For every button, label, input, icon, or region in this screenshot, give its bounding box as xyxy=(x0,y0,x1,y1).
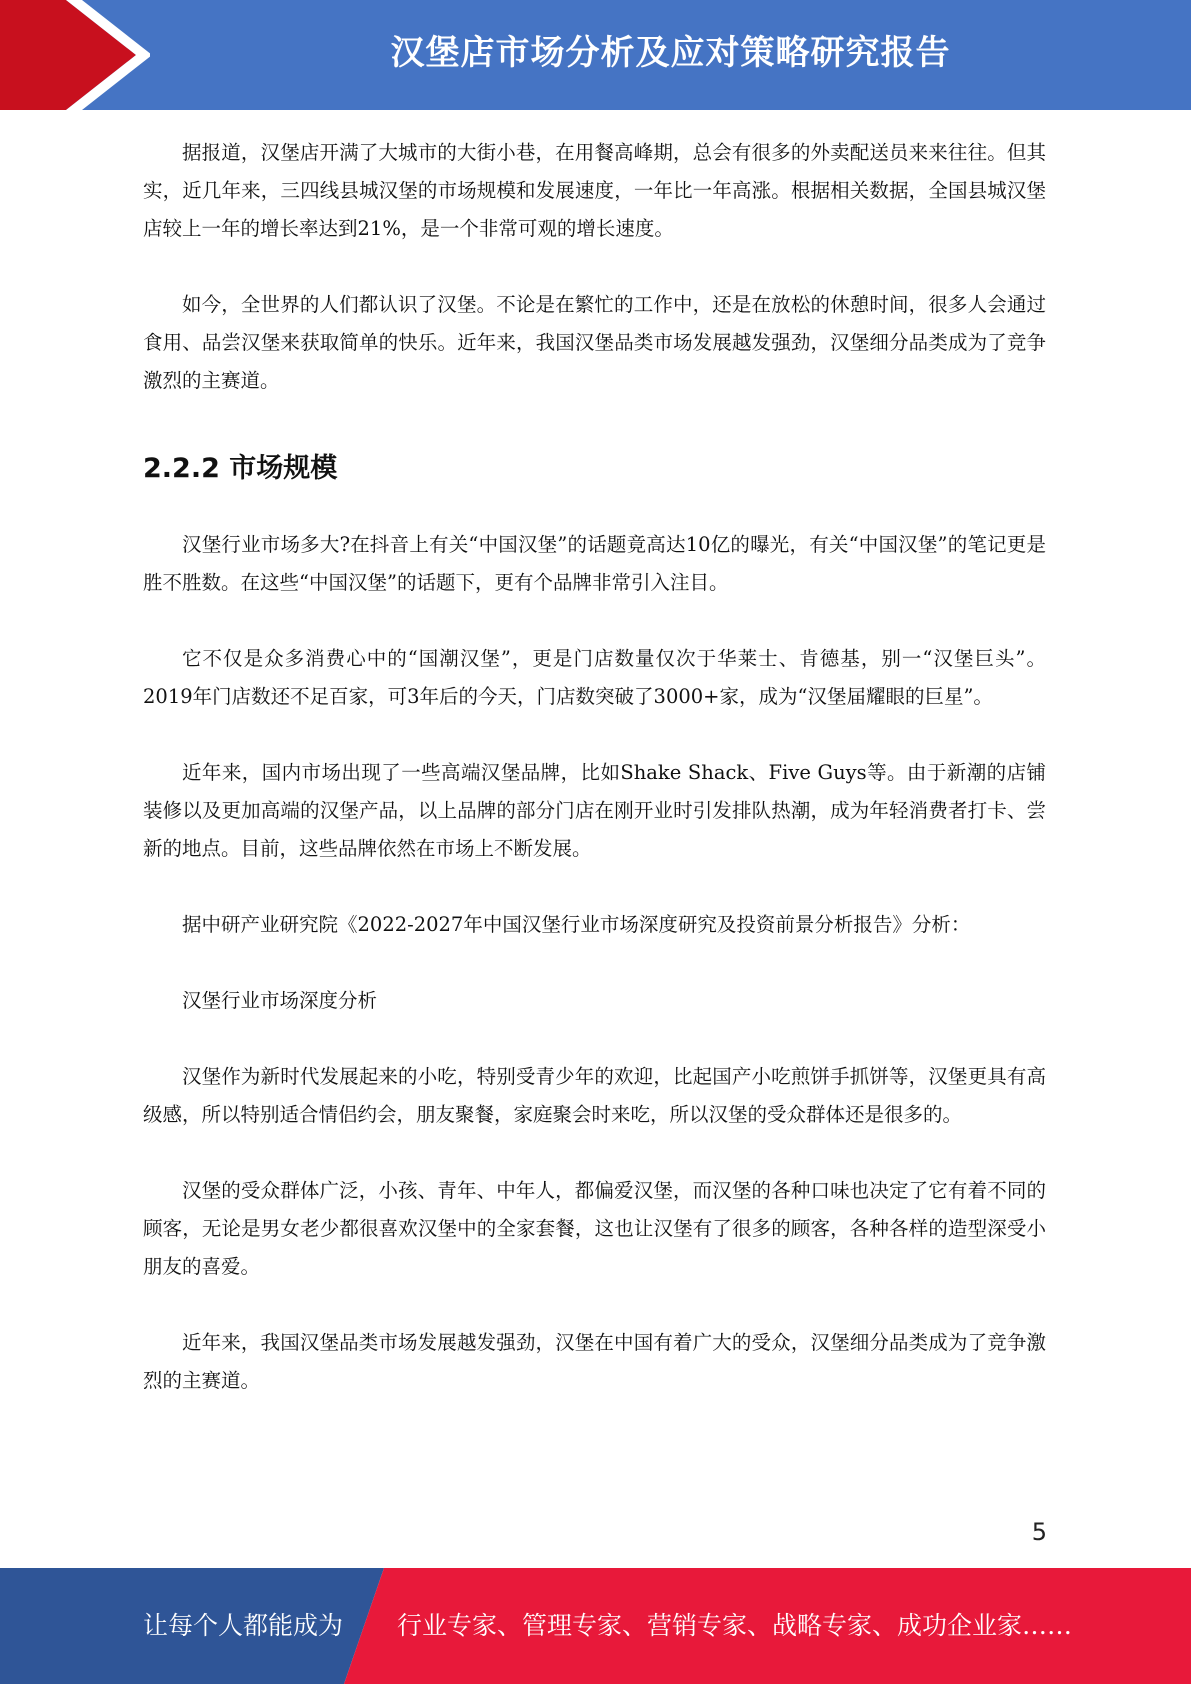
paragraph-2: 如今，全世界的人们都认识了汉堡。不论是在繁忙的工作中，还是在放松的休憩时间，很多人会通过食用、品尝汉堡来获取简单的快乐。近年来，我国汉堡品类市场发展越发强劲，汉堡细分品类成为了竞争激烈的主赛道。 xyxy=(143,293,1046,392)
document-title: 汉堡店市场分析及应对策略研究报告 xyxy=(390,33,951,73)
paragraph-7: 汉堡行业市场深度分析 xyxy=(182,989,378,1012)
page-footer xyxy=(0,1568,1191,1684)
footer-slogan-left: 让每个人都能成为 xyxy=(143,1611,344,1640)
page-header xyxy=(0,0,1191,110)
paragraph-6: 据中研产业研究院《2022-2027年中国汉堡行业市场深度研究及投资前景分析报告》分析： xyxy=(182,913,971,936)
paragraph-3: 汉堡行业市场多大?在抖音上有关“中国汉堡”的话题竟高达10亿的曝光，有关“中国汉堡”的笔记更是胜不胜数。在这些“中国汉堡”的话题下，更有个品牌非常引入注目。 xyxy=(143,533,1046,594)
document-body xyxy=(143,134,1046,1400)
paragraph-8: 汉堡作为新时代发展起来的小吃，特别受青少年的欢迎，比起国产小吃煎饼手抓饼等，汉堡更具有高级感，所以特别适合情侣约会，朋友聚餐，家庭聚会时来吃，所以汉堡的受众群体还是很多的。 xyxy=(143,1065,1046,1126)
paragraph-1: 据报道，汉堡店开满了大城市的大街小巷，在用餐高峰期，总会有很多的外卖配送员来来往往。但其实，近几年来，三四线县城汉堡的市场规模和发展速度，一年比一年高涨。根据相关数据，全国县城汉堡店较上一年的增长率达到21%，是一个非常可观的增长速度。 xyxy=(143,141,1046,240)
paragraph-4: 它不仅是众多消费心中的“国潮汉堡”，更是门店数量仅次于华莱士、肯德基，别一“汉堡巨头”。2019年门店数还不足百家，可3年后的今天，门店数突破了3000+家，成为“汉堡届耀眼的巨星”。 xyxy=(143,647,1046,708)
header-arrow-accent xyxy=(0,0,150,110)
section-heading: 2.2.2 市场规模 xyxy=(143,453,338,484)
paragraph-10: 近年来，我国汉堡品类市场发展越发强劲，汉堡在中国有着广大的受众，汉堡细分品类成为了竞争激烈的主赛道。 xyxy=(143,1331,1046,1392)
footer-slogan-right: 行业专家、管理专家、营销专家、战略专家、成功企业家…… xyxy=(397,1611,1073,1640)
paragraph-9: 汉堡的受众群体广泛，小孩、青年、中年人，都偏爱汉堡，而汉堡的各种口味也决定了它有着不同的顾客，无论是男女老少都很喜欢汉堡中的全家套餐，这也让汉堡有了很多的顾客，各种各样的造型深受小朋友的喜爱。 xyxy=(143,1179,1046,1278)
page-number: 5 xyxy=(1031,1518,1047,1546)
paragraph-5: 近年来，国内市场出现了一些高端汉堡品牌，比如Shake Shack、Five Guys等。由于新潮的店铺装修以及更加高端的汉堡产品，以上品牌的部分门店在刚开业时引发排队热潮，成为年轻消费者打卡、尝新的地点。目前，这些品牌依然在市场上不断发展。 xyxy=(143,761,1046,860)
